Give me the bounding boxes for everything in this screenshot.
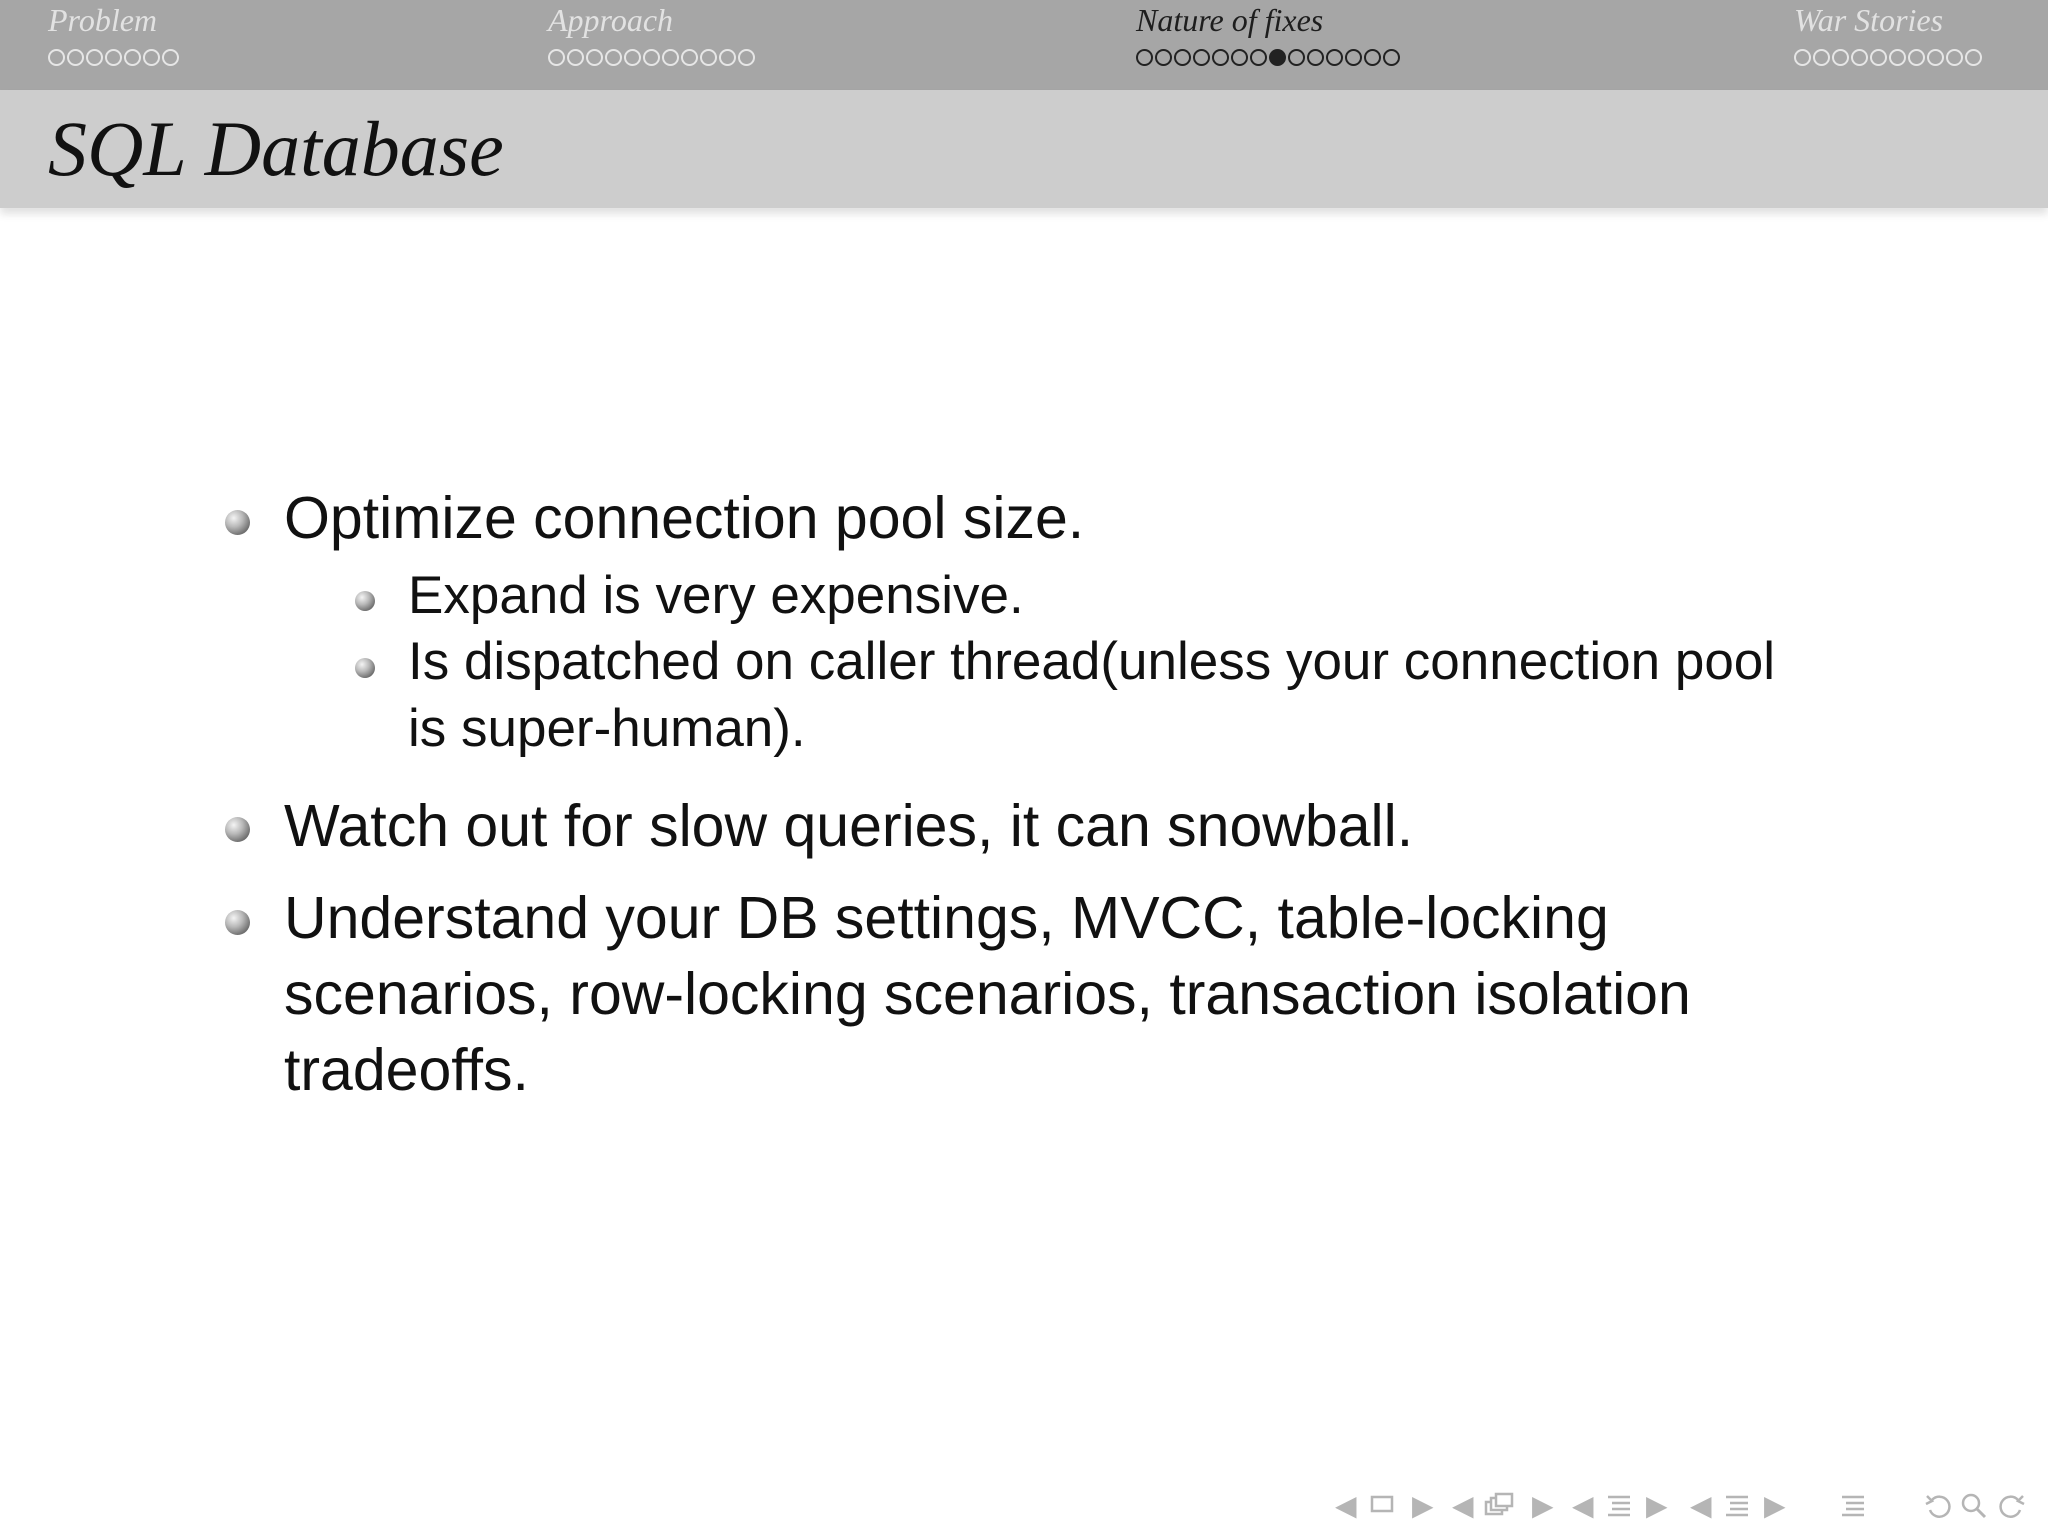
navigation-symbols xyxy=(0,1488,2048,1524)
frame-dot[interactable] xyxy=(124,49,141,66)
navigation-bar xyxy=(0,0,2048,90)
frame-dot[interactable] xyxy=(681,49,698,66)
arrow-left-icon[interactable]: ◀ xyxy=(1335,1490,1357,1521)
arrow-left-icon[interactable]: ◀ xyxy=(1452,1490,1474,1521)
subsection-icon[interactable] xyxy=(1484,1492,1514,1520)
frame-dot[interactable] xyxy=(1250,49,1267,66)
document-icon[interactable] xyxy=(1724,1492,1750,1520)
bullet-item: Optimize connection pool size. xyxy=(284,485,1085,551)
arrow-left-icon[interactable]: ◀ xyxy=(1572,1490,1594,1521)
section-title-approach[interactable]: Approach xyxy=(548,2,674,38)
frame-dots-problem xyxy=(48,49,179,66)
redo-icon[interactable] xyxy=(1996,1492,2026,1520)
frame-dots-nature-of-fixes xyxy=(1136,49,1400,66)
frame-dot[interactable] xyxy=(105,49,122,66)
frame-dots-approach xyxy=(548,49,755,66)
frame-dot[interactable] xyxy=(1307,49,1324,66)
frame-dot[interactable] xyxy=(67,49,84,66)
frame-dot[interactable] xyxy=(1364,49,1381,66)
frame-dot[interactable] xyxy=(1231,49,1248,66)
frame-dot[interactable] xyxy=(662,49,679,66)
bullet-line: scenarios, row-locking scenarios, transaction isolation xyxy=(284,961,1691,1027)
section-icon[interactable] xyxy=(1606,1492,1632,1520)
frame-dot[interactable] xyxy=(86,49,103,66)
arrow-left-icon[interactable]: ◀ xyxy=(1690,1490,1712,1521)
frame-dot[interactable] xyxy=(1288,49,1305,66)
frame-dot[interactable] xyxy=(624,49,641,66)
frame-dots-war-stories xyxy=(1794,49,1982,66)
frame-dot[interactable] xyxy=(1832,49,1849,66)
frame-dot[interactable] xyxy=(643,49,660,66)
frame-dot[interactable] xyxy=(1212,49,1229,66)
sub-bullet-icon xyxy=(355,591,375,611)
frame-title-bar xyxy=(0,90,2048,208)
frame-dot[interactable] xyxy=(586,49,603,66)
bullet-icon xyxy=(225,817,250,842)
frame-dot[interactable] xyxy=(1345,49,1362,66)
frame-dot[interactable] xyxy=(605,49,622,66)
sub-bullet-item xyxy=(408,628,1928,762)
frame-dot[interactable] xyxy=(548,49,565,66)
frame-dot[interactable] xyxy=(1174,49,1191,66)
bullet-line: tradeoffs. xyxy=(284,1037,529,1103)
frame-dot[interactable] xyxy=(1946,49,1963,66)
frame-dot[interactable] xyxy=(700,49,717,66)
toc-icon[interactable] xyxy=(1840,1492,1866,1520)
frame-dot[interactable] xyxy=(1965,49,1982,66)
frame-dot[interactable] xyxy=(1889,49,1906,66)
arrow-right-icon[interactable]: ▶ xyxy=(1412,1490,1434,1521)
arrow-right-icon[interactable]: ▶ xyxy=(1646,1490,1668,1521)
arrow-right-icon[interactable]: ▶ xyxy=(1532,1490,1554,1521)
frame-dot[interactable] xyxy=(738,49,755,66)
arrow-right-icon[interactable]: ▶ xyxy=(1764,1490,1786,1521)
section-title-nature-of-fixes[interactable]: Nature of fixes xyxy=(1136,2,1324,38)
bullet-item: Watch out for slow queries, it can snowball. xyxy=(284,793,1414,859)
bullet-icon xyxy=(225,510,250,535)
frame-dot[interactable] xyxy=(143,49,160,66)
undo-icon[interactable] xyxy=(1924,1492,1954,1520)
frame-dot[interactable] xyxy=(1326,49,1343,66)
section-title-war-stories[interactable]: War Stories xyxy=(1794,2,1944,38)
frame-dot[interactable] xyxy=(1136,49,1153,66)
frame-dot[interactable] xyxy=(1813,49,1830,66)
frame-icon[interactable] xyxy=(1370,1494,1394,1514)
frame-dot[interactable] xyxy=(162,49,179,66)
search-icon[interactable] xyxy=(1960,1492,1988,1520)
frame-dot[interactable] xyxy=(1927,49,1944,66)
frame-dot[interactable] xyxy=(567,49,584,66)
frame-dot[interactable] xyxy=(48,49,65,66)
frame-dot[interactable] xyxy=(1851,49,1868,66)
frame-dot[interactable] xyxy=(1155,49,1172,66)
sub-bullet-line: Is dispatched on caller thread(unless your connection pool xyxy=(408,632,1776,691)
frame-dot[interactable] xyxy=(1193,49,1210,66)
bullet-line: Understand your DB settings, MVCC, table-locking xyxy=(284,885,1609,951)
frame-dot[interactable] xyxy=(1870,49,1887,66)
frame-dot[interactable] xyxy=(719,49,736,66)
frame-title: SQL Database xyxy=(48,105,504,192)
frame-dot[interactable] xyxy=(1269,49,1286,66)
frame-dot[interactable] xyxy=(1794,49,1811,66)
sub-bullet-item: Expand is very expensive. xyxy=(408,566,1024,625)
section-title-problem[interactable]: Problem xyxy=(48,2,158,38)
sub-bullet-icon xyxy=(355,658,375,678)
frame-dot[interactable] xyxy=(1383,49,1400,66)
bullet-item xyxy=(284,880,1904,1108)
frame-dot[interactable] xyxy=(1908,49,1925,66)
sub-bullet-line: is super-human). xyxy=(408,699,806,758)
bullet-icon xyxy=(225,910,250,935)
